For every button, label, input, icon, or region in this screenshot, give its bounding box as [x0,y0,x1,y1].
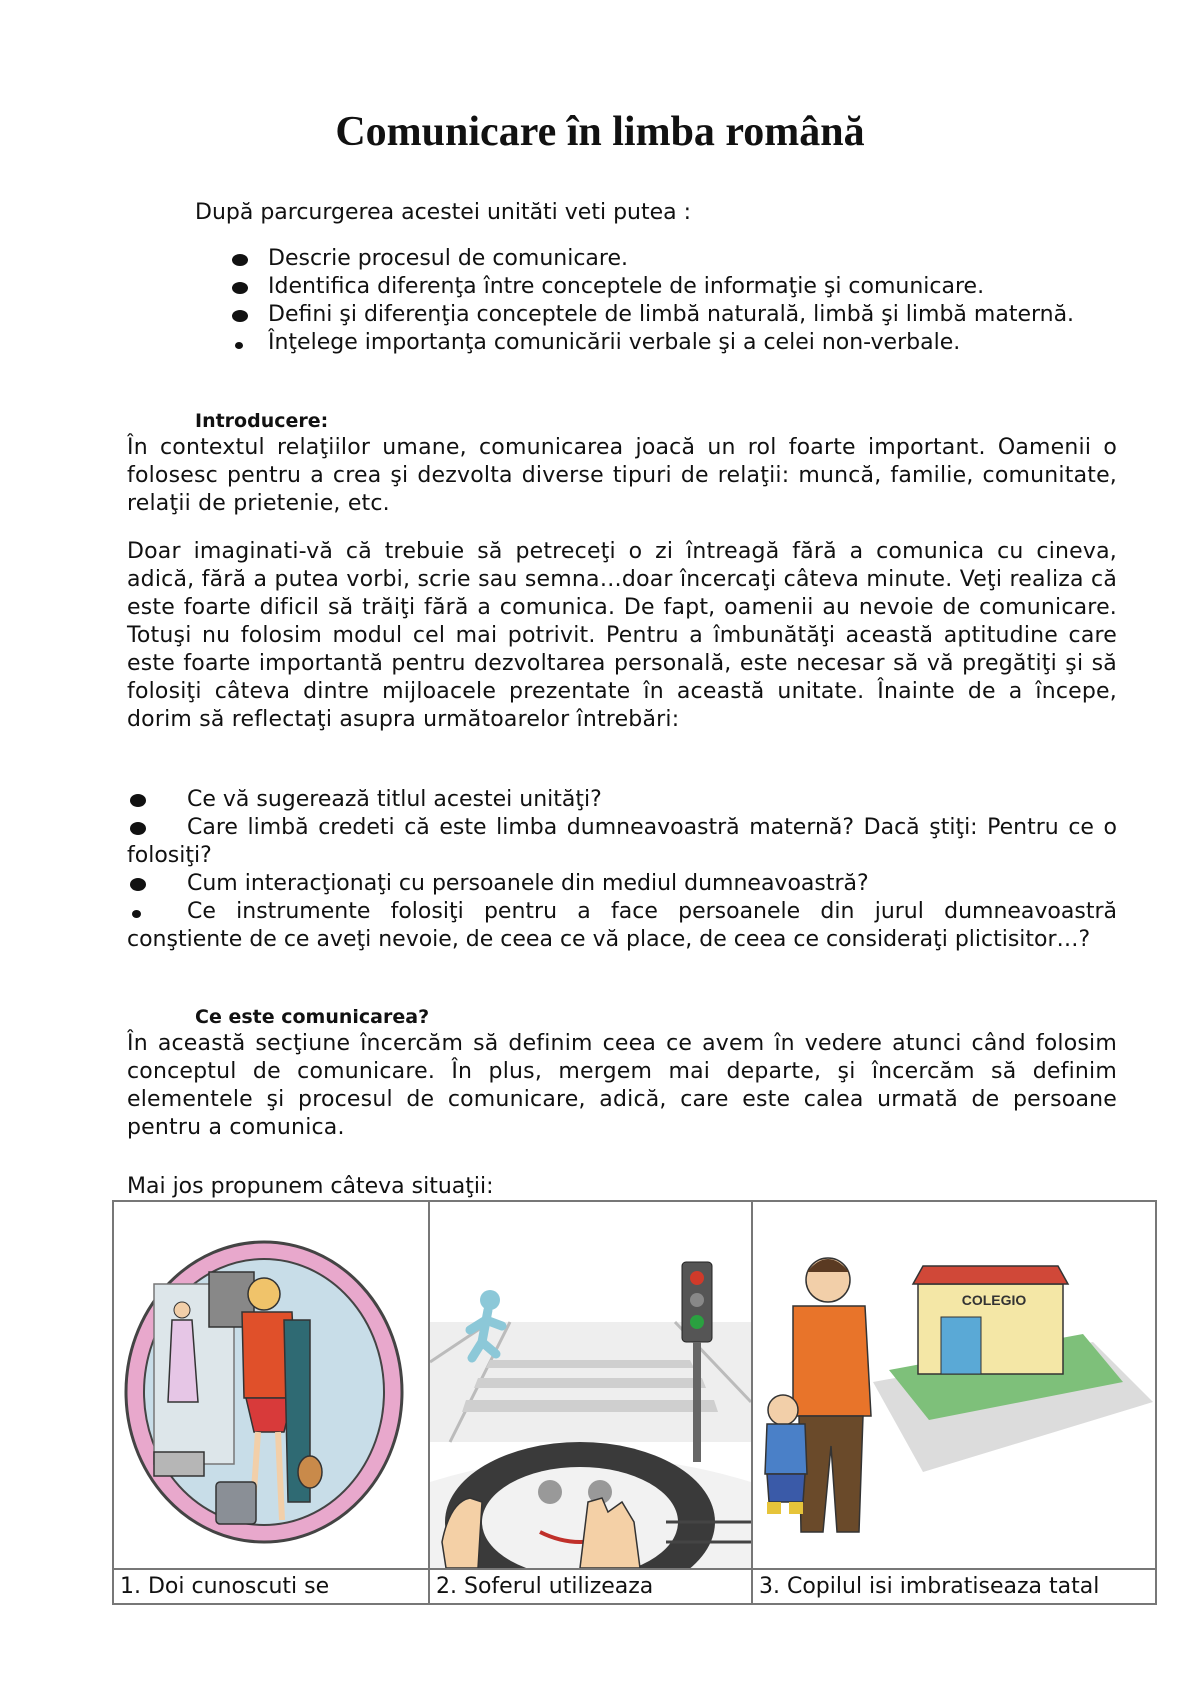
situations-images-row [113,1201,1156,1569]
driver-crossing-illustration [430,1202,751,1568]
situations-table [112,1200,1157,1605]
question-item: Care limbă credeti că este limba dumneavoastră maternă? Dacă ştiţi: Pentru ce o folosiţi? [127,815,1117,868]
objective-item: Identifica diferenţa între conceptele de informaţie şi comunicare. [228,273,1098,301]
situation-image-child-hug [752,1201,1156,1569]
question-item: Cum interacţionaţi cu persoanele din mediul dumneavoastră? [127,870,1117,898]
situations-captions-row [113,1569,1156,1604]
ce-este-paragraph: În această secţiune încercăm să definim ceea ce avem în vedere atunci când folosim conceptul de comunicare. În plus, mergem mai departe, şi încercăm să definim elementele şi procesul de comunicare, adică, care este calea urmată de persoane pentru a comunica. [127,1031,1117,1140]
situation-caption-3: 3. Copilul isi imbratiseaza tatal [752,1569,1156,1604]
question-item: Ce vă sugerează titlul acestei unităţi? [127,786,1117,814]
bullet-icon [132,910,141,918]
section-heading-introducere: Introducere: [195,410,329,432]
objectives-list [228,245,1098,357]
intro-paragraph-2: Doar imaginati-vă că trebuie să petreceţi o zi întreagă fără a comunica cu cineva, adică, fără a putea vorbi, scrie sau semna…doar încercaţi câteva minute. Veţi realiza că este foarte dificil să trăiţi fără a comunica. De fapt, oamenii au nevoie de comunicare. Totuşi nu folosim modul cel mai potrivit. Pentru a îmbunătăţi această aptitudine care este foarte importantă pentru dezvoltarea personală, este necesar să vă pregătiţi şi să folosiţi câteva dintre mijloacele prezentate în această unitate. Înainte de a începe, dorim să reflectaţi asupra următoarelor întrebări: [127,539,1117,732]
page-title: Comunicare în limba română [335,109,865,155]
section-heading-ce-este: Ce este comunicarea? [195,1006,430,1028]
school-sign-text: COLEGIO [961,1292,1027,1308]
situations-intro: Mai jos propunem câteva situaţii: [127,1174,494,1199]
objective-item: Înţelege importanţa comunicării verbale şi a celei non-verbale. [228,329,1098,357]
questions-list [127,786,1117,954]
bullet-icon [130,822,146,835]
bullet-icon [130,794,146,807]
situation-caption-2: 2. Soferul utilizeaza [429,1569,752,1604]
objective-item: Defini şi diferenţia conceptele de limbă naturală, limbă şi limbă maternă. [228,301,1098,329]
intro-paragraph-1: În contextul relaţiilor umane, comunicarea joacă un rol foarte important. Oamenii o folosesc pentru a crea şi dezvolta diverse tipuri de relaţii: muncă, familie, comunitate, relaţii de prietenie, etc. [127,435,1117,516]
intro-line: După parcurgerea acestei unităti veti putea : [195,200,692,225]
situation-image-airport-hug [113,1201,429,1569]
bullet-icon [232,282,248,294]
airport-hug-illustration [114,1202,428,1568]
bullet-icon [232,310,248,322]
question-item: Ce instrumente folosiţi pentru a face persoanele din jurul dumneavoastră conştiente de ce aveţi nevoie, de ceea ce vă place, de ceea ce consideraţi plictisitor…? [127,899,1117,952]
child-hug-illustration [753,1202,1155,1568]
bullet-icon [232,254,248,266]
situation-image-driver-crossing [429,1201,752,1569]
objective-item: Descrie procesul de comunicare. [228,245,1098,273]
bullet-icon [235,342,243,349]
situation-caption-1: 1. Doi cunoscuti se [113,1569,429,1604]
bullet-icon [130,878,146,891]
